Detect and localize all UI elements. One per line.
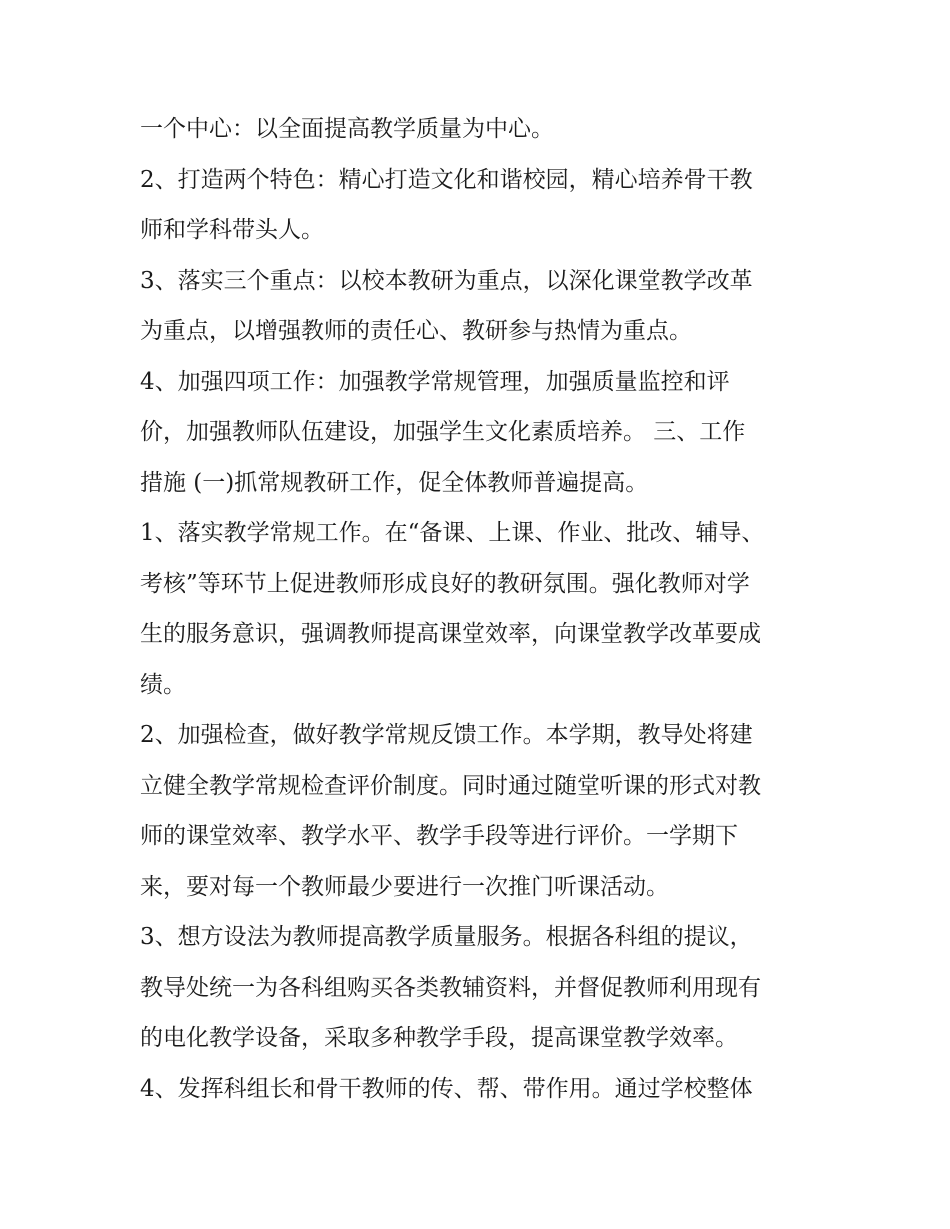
text-line: 立健全教学常规检查评价制度。同时通过随堂听课的形式对教 [140, 772, 761, 799]
text-line: 3、落实三个重点：以校本教研为重点，以深化课堂教学改革 [140, 267, 753, 294]
text-line: 一个中心：以全面提高教学质量为中心。 [140, 116, 554, 142]
text-line: 价，加强教师队伍建设，加强学生文化素质培养。 三、工作 [140, 419, 746, 445]
text-line: 4、发挥科组长和骨干教师的传、帮、带作用。通过学校整体 [140, 1075, 753, 1102]
text-line: 3、想方设法为教师提高教学质量服务。根据各科组的提议， [140, 924, 753, 950]
text-line: 师和学科带头人。 [140, 217, 324, 243]
text-line: 生的服务意识，强调教师提高课堂效率，向课堂教学改革要成 [140, 621, 761, 647]
text-line: 考核”等环节上促进教师形成良好的教研氛围。强化教师对学 [140, 570, 750, 597]
text-line: 来，要对每一个教师最少要进行一次推门听课活动。 [140, 873, 669, 900]
text-line: 绩。 [140, 671, 186, 698]
text-line: 1、落实教学常规工作。在“备课、上课、作业、批改、辅导、 [140, 520, 765, 546]
text-line: 2、加强检查，做好教学常规反馈工作。本学期，教导处将建 [140, 722, 753, 748]
document-body [140, 104, 820, 1114]
text-line: 为重点，以增强教师的责任心、教研参与热情为重点。 [140, 318, 692, 344]
text-line: 2、打造两个特色：精心打造文化和谐校园，精心培养骨干教 [140, 166, 753, 193]
text-line: 4、加强四项工作：加强教学常规管理，加强质量监控和评 [140, 368, 730, 395]
text-line: 措施 (一)抓常规教研工作，促全体教师普遍提高。 [140, 469, 649, 496]
text-line: 的电化教学设备，采取多种教学手段，提高课堂教学效率。 [140, 1025, 738, 1051]
text-line: 师的课堂效率、教学水平、教学手段等进行评价。一学期下 [140, 823, 738, 849]
text-line: 教导处统一为各科组购买各类教辅资料，并督促教师利用现有 [140, 974, 761, 1001]
